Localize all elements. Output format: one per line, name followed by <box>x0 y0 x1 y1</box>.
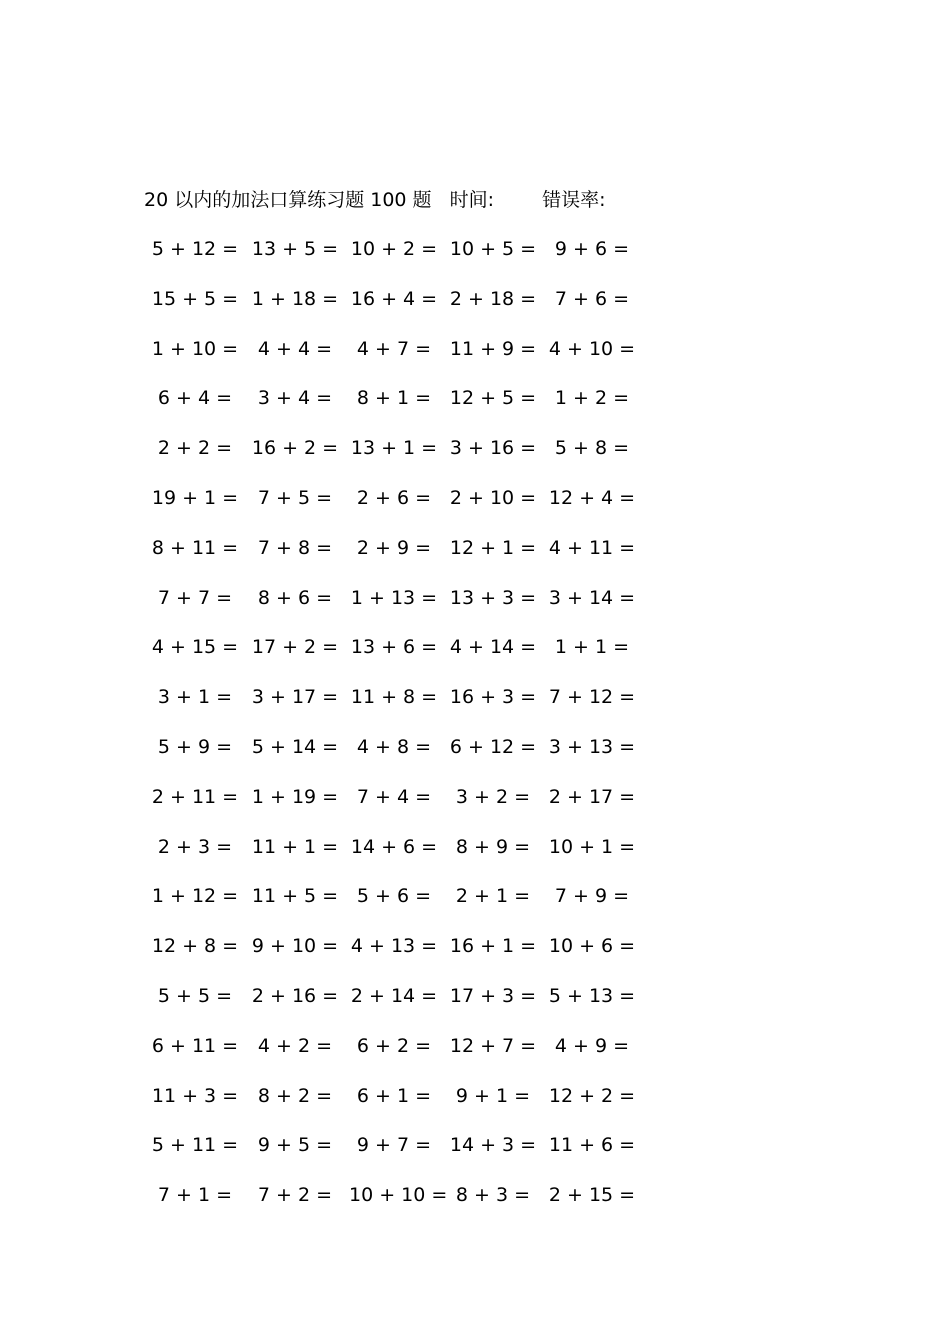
problem-item: 11 + 9 = <box>449 338 537 360</box>
problem-item: 4 + 13 = <box>350 935 438 957</box>
problem-item: 9 + 5 = <box>257 1134 333 1156</box>
error-rate-label: 错误率: <box>542 189 606 211</box>
problem-item: 14 + 6 = <box>350 836 438 858</box>
problem-item: 11 + 3 = <box>151 1085 239 1107</box>
problem-item: 10 + 10 = <box>349 1184 448 1206</box>
problem-item: 2 + 16 = <box>251 985 339 1007</box>
problem-item: 7 + 7 = <box>157 587 233 609</box>
problem-item: 4 + 15 = <box>151 636 239 658</box>
problem-item: 1 + 2 = <box>554 387 630 409</box>
problem-item: 4 + 8 = <box>356 736 432 758</box>
problem-item: 5 + 9 = <box>157 736 233 758</box>
problem-item: 5 + 13 = <box>548 985 636 1007</box>
problem-item: 3 + 17 = <box>251 686 339 708</box>
problem-item: 13 + 5 = <box>251 238 339 260</box>
problem-item: 2 + 3 = <box>157 836 233 858</box>
problem-item: 17 + 2 = <box>251 636 339 658</box>
problem-item: 13 + 3 = <box>449 587 537 609</box>
problem-item: 1 + 19 = <box>251 786 339 808</box>
problem-item: 9 + 10 = <box>251 935 339 957</box>
problem-item: 11 + 5 = <box>251 885 339 907</box>
problem-item: 12 + 7 = <box>449 1035 537 1057</box>
problem-item: 10 + 1 = <box>548 836 636 858</box>
worksheet-title: 20 以内的加法口算练习题 100 题 <box>144 189 432 211</box>
problem-item: 10 + 6 = <box>548 935 636 957</box>
problem-item: 7 + 8 = <box>257 537 333 559</box>
problem-item: 4 + 14 = <box>449 636 537 658</box>
problem-item: 5 + 12 = <box>151 238 239 260</box>
problem-item: 8 + 6 = <box>257 587 333 609</box>
problem-item: 7 + 9 = <box>554 885 630 907</box>
problem-item: 5 + 11 = <box>151 1134 239 1156</box>
problem-item: 4 + 9 = <box>554 1035 630 1057</box>
problem-item: 1 + 12 = <box>151 885 239 907</box>
problem-item: 9 + 6 = <box>554 238 630 260</box>
problem-item: 7 + 12 = <box>548 686 636 708</box>
problem-item: 3 + 2 = <box>455 786 531 808</box>
problem-item: 11 + 1 = <box>251 836 339 858</box>
problem-item: 3 + 16 = <box>449 437 537 459</box>
problem-item: 12 + 5 = <box>449 387 537 409</box>
problem-item: 7 + 4 = <box>356 786 432 808</box>
problem-item: 7 + 5 = <box>257 487 333 509</box>
problem-item: 2 + 10 = <box>449 487 537 509</box>
problem-item: 5 + 8 = <box>554 437 630 459</box>
problem-item: 2 + 11 = <box>151 786 239 808</box>
problem-item: 16 + 1 = <box>449 935 537 957</box>
problem-item: 19 + 1 = <box>151 487 239 509</box>
problem-item: 2 + 1 = <box>455 885 531 907</box>
problem-item: 8 + 9 = <box>455 836 531 858</box>
problem-item: 1 + 1 = <box>554 636 630 658</box>
problem-item: 17 + 3 = <box>449 985 537 1007</box>
problem-item: 5 + 14 = <box>251 736 339 758</box>
problem-item: 8 + 2 = <box>257 1085 333 1107</box>
problem-item: 1 + 10 = <box>151 338 239 360</box>
problem-item: 16 + 2 = <box>251 437 339 459</box>
problem-item: 5 + 5 = <box>157 985 233 1007</box>
problem-item: 13 + 6 = <box>350 636 438 658</box>
problem-item: 12 + 4 = <box>548 487 636 509</box>
problem-item: 15 + 5 = <box>151 288 239 310</box>
problem-item: 4 + 7 = <box>356 338 432 360</box>
problem-item: 6 + 2 = <box>356 1035 432 1057</box>
problem-item: 12 + 2 = <box>548 1085 636 1107</box>
problem-item: 2 + 9 = <box>356 537 432 559</box>
problem-item: 7 + 6 = <box>554 288 630 310</box>
problem-item: 2 + 2 = <box>157 437 233 459</box>
problem-item: 16 + 3 = <box>449 686 537 708</box>
problem-item: 5 + 6 = <box>356 885 432 907</box>
problem-item: 1 + 18 = <box>251 288 339 310</box>
problem-item: 3 + 14 = <box>548 587 636 609</box>
problem-item: 3 + 4 = <box>257 387 333 409</box>
problem-item: 9 + 7 = <box>356 1134 432 1156</box>
problem-item: 14 + 3 = <box>449 1134 537 1156</box>
problem-item: 7 + 1 = <box>157 1184 233 1206</box>
problem-item: 11 + 8 = <box>350 686 438 708</box>
problem-item: 3 + 1 = <box>157 686 233 708</box>
problem-item: 10 + 5 = <box>449 238 537 260</box>
problem-item: 6 + 11 = <box>151 1035 239 1057</box>
problem-item: 4 + 10 = <box>548 338 636 360</box>
problem-item: 3 + 13 = <box>548 736 636 758</box>
time-label: 时间: <box>449 189 495 211</box>
problem-item: 4 + 4 = <box>257 338 333 360</box>
problem-item: 8 + 1 = <box>356 387 432 409</box>
problem-item: 6 + 1 = <box>356 1085 432 1107</box>
problem-item: 13 + 1 = <box>350 437 438 459</box>
problem-item: 9 + 1 = <box>455 1085 531 1107</box>
problem-item: 6 + 12 = <box>449 736 537 758</box>
problem-item: 11 + 6 = <box>548 1134 636 1156</box>
problem-item: 8 + 3 = <box>455 1184 531 1206</box>
problem-item: 2 + 6 = <box>356 487 432 509</box>
problem-item: 4 + 2 = <box>257 1035 333 1057</box>
problem-item: 2 + 14 = <box>350 985 438 1007</box>
problem-item: 6 + 4 = <box>157 387 233 409</box>
problem-item: 4 + 11 = <box>548 537 636 559</box>
problem-item: 2 + 15 = <box>548 1184 636 1206</box>
problem-item: 1 + 13 = <box>350 587 438 609</box>
problem-item: 2 + 17 = <box>548 786 636 808</box>
problem-item: 10 + 2 = <box>350 238 438 260</box>
problem-item: 12 + 1 = <box>449 537 537 559</box>
problem-item: 16 + 4 = <box>350 288 438 310</box>
problem-item: 8 + 11 = <box>151 537 239 559</box>
problem-item: 12 + 8 = <box>151 935 239 957</box>
problem-item: 2 + 18 = <box>449 288 537 310</box>
problem-item: 7 + 2 = <box>257 1184 333 1206</box>
